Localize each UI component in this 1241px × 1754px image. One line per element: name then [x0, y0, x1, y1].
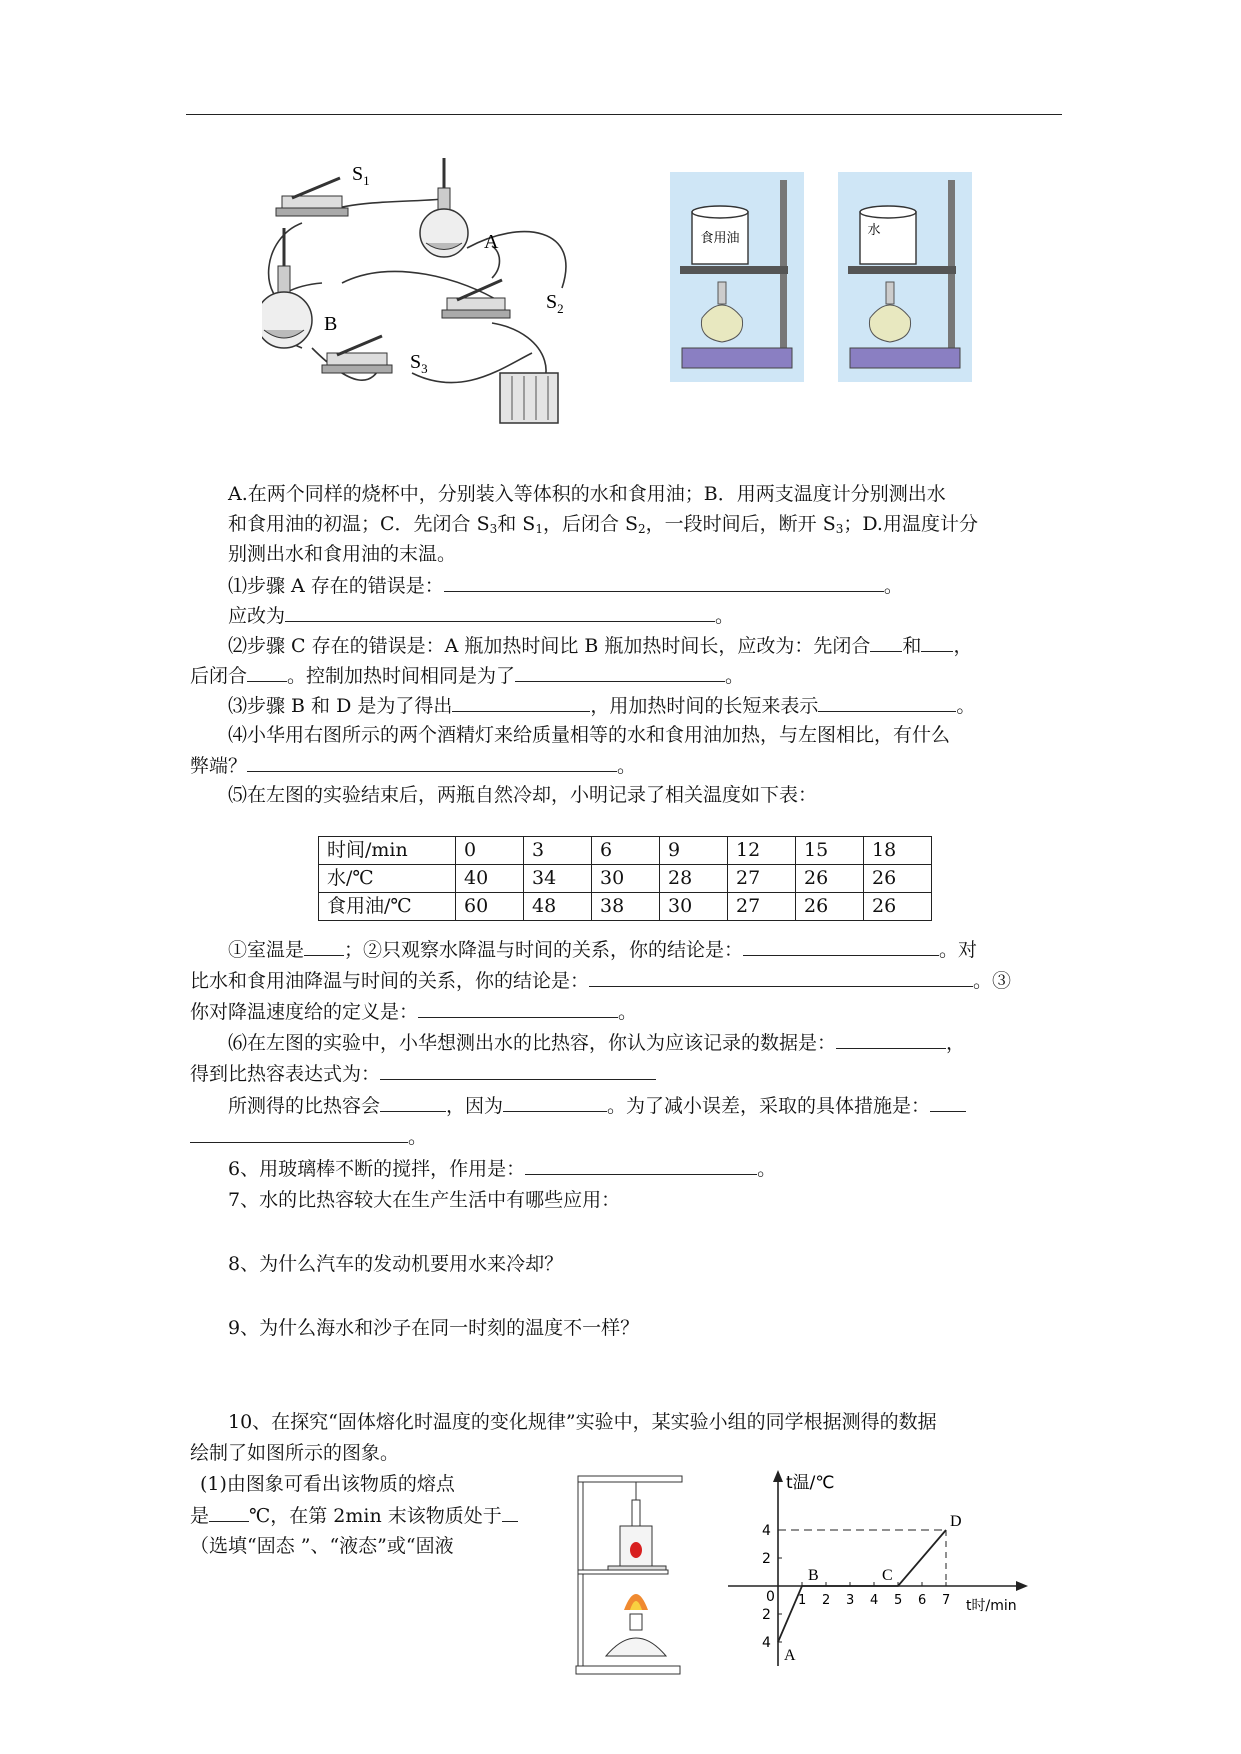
- answer-blank[interactable]: [452, 693, 590, 712]
- answer-blank[interactable]: [209, 1503, 249, 1522]
- item-8: 8、为什么汽车的发动机要用水来冷却？: [228, 1253, 564, 1275]
- answer-blank[interactable]: [380, 1093, 446, 1112]
- x-tick-label: 2: [822, 1593, 831, 1608]
- label-b: B: [324, 313, 338, 335]
- q4-line-2: 弊端？ 。: [190, 755, 637, 777]
- q3-line-1: ⑶步骤 B 和 D 是为了得出 ，用加热时间的长短来表示 。: [228, 695, 976, 717]
- q4-line-1: ⑷小华用右图所示的两个酒精灯来给质量相等的水和食用油加热，与左图相比，有什么: [228, 724, 951, 746]
- q5b-line-3: 你对降温速度给的定义是： 。: [190, 1001, 638, 1023]
- answer-blank[interactable]: [503, 1093, 607, 1112]
- alcohol-lamp-oil-figure: [670, 172, 804, 382]
- alcohol-lamp-water-figure: [838, 172, 972, 382]
- q5-line-1: ⑸在左图的实验结束后，两瓶自然冷却，小明记录了相关温度如下表：: [228, 784, 818, 806]
- table-cell: 水/℃: [319, 865, 456, 893]
- item-10-line-3: (1)由图象可看出该物质的熔点: [200, 1473, 455, 1495]
- water-label: 水: [867, 223, 881, 238]
- answer-blank[interactable]: [502, 1503, 518, 1522]
- table-row: [319, 865, 932, 893]
- melting-apparatus-figure: [566, 1470, 686, 1678]
- table-cell: 0: [456, 837, 524, 865]
- table-cell: 34: [524, 865, 592, 893]
- answer-blank[interactable]: [247, 753, 617, 772]
- battery: [500, 373, 558, 423]
- answer-blank[interactable]: [190, 1124, 408, 1143]
- q1-line-2: 应改为 。: [228, 605, 735, 627]
- answer-blank[interactable]: [247, 663, 287, 682]
- table-cell: 28: [660, 865, 728, 893]
- label-s3: $S_3$: [410, 351, 428, 376]
- answer-blank[interactable]: [818, 693, 956, 712]
- x-tick-label: 1: [798, 1593, 807, 1608]
- x-tick-label: 7: [942, 1593, 951, 1608]
- answer-blank[interactable]: [743, 937, 939, 956]
- table-cell: 27: [728, 893, 796, 921]
- table-cell: 9: [660, 837, 728, 865]
- answer-blank[interactable]: [836, 1030, 946, 1049]
- y-tick-label: 2: [762, 1551, 771, 1567]
- table-cell: 26: [796, 865, 864, 893]
- answer-blank[interactable]: [418, 999, 618, 1018]
- table-cell: 18: [864, 837, 932, 865]
- table-cell: 26: [864, 865, 932, 893]
- table-cell: 3: [524, 837, 592, 865]
- item-9: 9、为什么海水和沙子在同一时刻的温度不一样？: [228, 1317, 640, 1339]
- table-cell: 12: [728, 837, 796, 865]
- q6-line-4: 。: [190, 1124, 427, 1149]
- table-cell: 6: [592, 837, 660, 865]
- x-axis-label: t时/min: [966, 1598, 1017, 1614]
- q6-line-2: 得到比热容表达式为：: [190, 1061, 656, 1086]
- item-7: 7、水的比热容较大在生产生活中有哪些应用：: [228, 1189, 621, 1211]
- switch-s3: [322, 336, 392, 373]
- y-tick-label: 4: [762, 1635, 771, 1651]
- item-6: 6、用玻璃棒不断的搅拌，作用是： 。: [228, 1158, 777, 1180]
- answer-blank[interactable]: [870, 633, 902, 652]
- item-10-line-4: 是 ℃，在第 2min 末该物质处于: [190, 1503, 518, 1528]
- answer-blank[interactable]: [444, 573, 884, 592]
- table-row: [319, 893, 932, 921]
- answer-blank[interactable]: [930, 1093, 966, 1112]
- item-10-line-1: 10、在探究“固体熔化时温度的变化规律”实验中，某实验小组的同学根据测得的数据: [228, 1411, 937, 1433]
- point-label: C: [882, 1567, 893, 1584]
- q6-line-3: 所测得的比热容会 ，因为 。为了减小误差，采取的具体措施是：: [228, 1093, 966, 1118]
- q1-line-1: ⑴步骤 A 存在的错误是： 。: [228, 575, 903, 597]
- x-tick-label: 3: [846, 1593, 855, 1608]
- y-axis-label: t温/℃: [786, 1473, 835, 1493]
- answer-blank[interactable]: [921, 633, 953, 652]
- label-a: A: [484, 231, 499, 253]
- table-cell: 30: [660, 893, 728, 921]
- table-cell: 48: [524, 893, 592, 921]
- table-cell: 40: [456, 865, 524, 893]
- flask-b: [262, 228, 312, 348]
- table-cell: 食用油/℃: [319, 893, 456, 921]
- answer-blank[interactable]: [304, 937, 344, 956]
- item-10-line-5: （选填“固态 ”、“液态”或“固液: [190, 1535, 454, 1557]
- x-axis-arrow: [1016, 1581, 1028, 1591]
- table-cell: 时间/min: [319, 837, 456, 865]
- y-tick-label: 2: [762, 1607, 771, 1623]
- table-cell: 30: [592, 865, 660, 893]
- circuit-figure: [262, 158, 592, 436]
- temperature-table: [318, 836, 932, 921]
- x-tick-label: 6: [918, 1593, 927, 1608]
- table-cell: 38: [592, 893, 660, 921]
- answer-blank[interactable]: [515, 663, 725, 682]
- table-cell: 26: [796, 893, 864, 921]
- table-cell: 27: [728, 865, 796, 893]
- answer-blank[interactable]: [589, 968, 973, 987]
- melting-graph: [718, 1466, 1038, 1674]
- x-tick-label: 5: [894, 1593, 903, 1608]
- label-s1: $S_1$: [352, 163, 370, 188]
- point-label: A: [784, 1647, 796, 1664]
- oil-label: 食用油: [700, 231, 740, 246]
- label-s2: $S_2$: [546, 291, 564, 316]
- item-10-line-2: 绘制了如图所示的图象。: [190, 1442, 400, 1464]
- answer-blank[interactable]: [285, 603, 715, 622]
- intro-line-2: 和食用油的初温；C．先闭合 $S_3$和 $S_1$，后闭合 $S_2$，一段时间后，断开 $S_3$；D.用温度计分: [228, 513, 978, 536]
- answer-blank[interactable]: [525, 1156, 757, 1175]
- q5b-line-1: ①室温是 ；②只观察水降温与时间的关系，你的结论是： 。对: [228, 939, 978, 961]
- y-tick-label: 4: [762, 1523, 771, 1539]
- q2-line-2: 后闭合 。控制加热时间相同是为了 。: [190, 665, 745, 687]
- y-axis-arrow: [773, 1470, 783, 1482]
- table-cell: 60: [456, 893, 524, 921]
- header-rule: [186, 114, 1062, 115]
- point-label: B: [808, 1567, 819, 1584]
- switch-s1: [276, 178, 348, 216]
- intro-line-1: A.在两个同样的烧杯中，分别装入等体积的水和食用油；B．用两支温度计分别测出水: [228, 483, 946, 505]
- table-cell: 26: [864, 893, 932, 921]
- q6-line-1: ⑹在左图的实验中，小华想测出水的比热容，你认为应该记录的数据是： ，: [228, 1032, 966, 1054]
- x-tick-label: 4: [870, 1593, 879, 1608]
- intro-line-3: 别测出水和食用油的末温。: [228, 543, 457, 565]
- answer-blank[interactable]: [380, 1061, 656, 1080]
- point-label: D: [950, 1513, 962, 1530]
- table-row: [319, 837, 932, 865]
- switch-s2: [442, 280, 510, 318]
- q2-line-1: ⑵步骤 C 存在的错误是：A 瓶加热时间比 B 瓶加热时间长，应改为：先闭合 和 ，: [228, 635, 973, 657]
- origin-label: 0: [766, 1589, 775, 1605]
- table-cell: 15: [796, 837, 864, 865]
- flask-a: [420, 158, 468, 257]
- q5b-line-2: 比水和食用油降温与时间的关系，你的结论是： 。③: [190, 970, 1012, 992]
